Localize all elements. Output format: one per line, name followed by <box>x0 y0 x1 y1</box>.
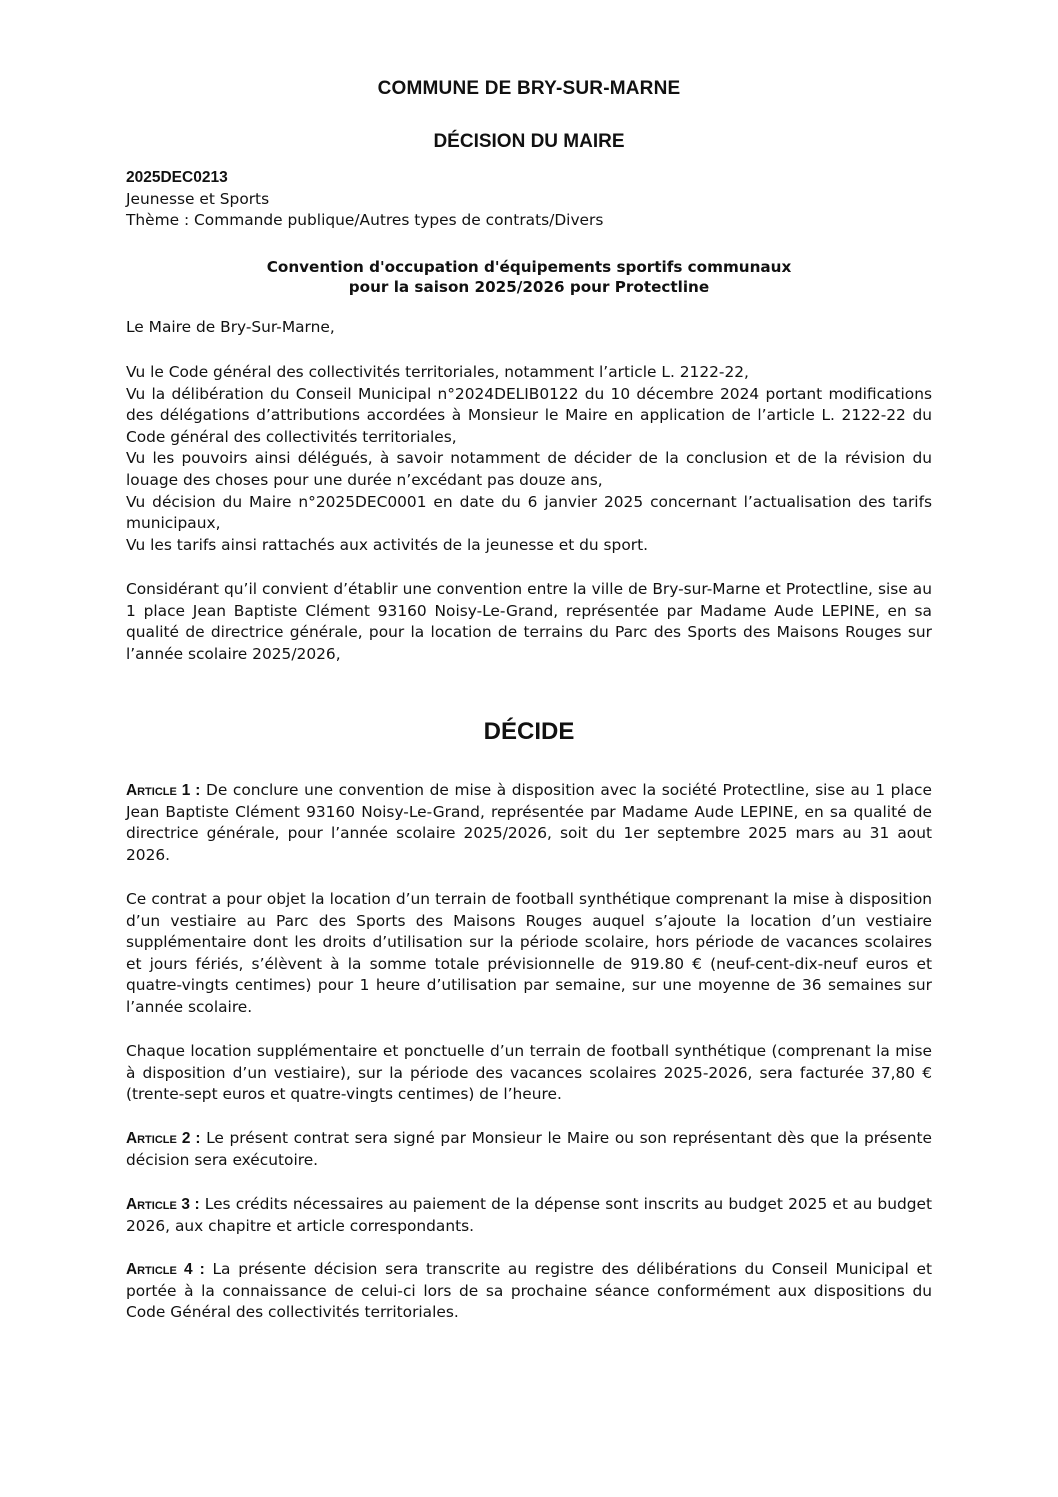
visa-item: Vu la délibération du Conseil Municipal n°2024DELIB0122 du 10 décembre 2024 portant modifications des délégations d’attributions accordées à Monsieur le Maire en application de l’article L. 2122-22 du Code général des collectivités territoriales, <box>126 384 932 446</box>
subject-line-1: Convention d'occupation d'équipements sportifs communaux <box>266 258 792 276</box>
decision-subject <box>126 257 932 297</box>
article-1-paragraph-2: Ce contrat a pour objet la location d’un terrain de football synthétique comprenant la mise à disposition d’un vestiaire au Parc des Sports des Maisons Rouges auquel s’ajoute la location d’un vestiaire supplémentaire dont les droits d’utilisation sur la période scolaire, hors période de vacances scolaires et jours fériés, s’élèvent à la somme totale prévisionnelle de 919.80 € (neuf-cent-dix-neuf euros et quatre-vingts centimes) pour 1 heure d’utilisation par semaine, sur une moyenne de 36 semaines sur l’année scolaire. <box>126 890 932 1016</box>
article-4-text: La présente décision sera transcrite au registre des délibérations du Conseil Municipal et portée à la connaissance de celui-ci lors de sa prochaine séance conformément aux dispositions du Code Général des collectivités territoriales. <box>126 1260 933 1322</box>
article-2 <box>126 1128 932 1171</box>
article-2-text: Le présent contrat sera signé par Monsieur le Maire ou son représentant dès que la présente décision sera exécutoire. <box>126 1129 933 1169</box>
visa-item: Vu les pouvoirs ainsi délégués, à savoir notamment de décider de la conclusion et de la révision du louage des choses pour une durée n’excédant pas douze ans, <box>126 449 932 489</box>
decision-meta <box>126 167 932 232</box>
visa-item: Vu décision du Maire n°2025DEC0001 en date du 6 janvier 2025 concernant l’actualisation des tarifs municipaux, <box>126 492 932 533</box>
article-2-label: Article 2 : <box>126 1130 201 1147</box>
article-1 <box>126 780 932 866</box>
considerant-text: Considérant qu’il convient d’établir une convention entre la ville de Bry-sur-Marne et Protectline, sise au 1 place Jean Baptiste Clément 93160 Noisy-Le-Grand, représentée par Madame Aude LEPINE, en sa qualité de directrice générale, pour la location de terrains du Parc des Sports des Maisons Rouges sur l’année scolaire 2025/2026, <box>126 580 932 663</box>
decision-reference: 2025DEC0213 <box>126 169 228 186</box>
visas-block <box>126 362 932 556</box>
decision-title: DÉCISION DU MAIRE <box>433 131 625 152</box>
commune-heading: COMMUNE DE BRY-SUR-MARNE <box>377 78 681 99</box>
decision-service: Jeunesse et Sports <box>126 189 270 208</box>
article-3-text: Les crédits nécessaires au paiement de la dépense sont inscrits au budget 2025 et au budget 2026, aux chapitre et article correspondants. <box>126 1195 932 1235</box>
article-3-label: Article 3 : <box>126 1196 200 1213</box>
article-4 <box>126 1259 932 1324</box>
decide-heading: DÉCIDE <box>483 718 575 745</box>
article-1-paragraph-3: Chaque location supplémentaire et ponctuelle d’un terrain de football synthétique (comprenant la mise à disposition d’un vestiaire), sur la période des vacances scolaires 2025-2026, sera facturée 37,80 € (trente-sept euros et quatre-vingts centimes) de l’heure. <box>126 1042 932 1104</box>
intro-text: Le Maire de Bry-Sur-Marne, <box>126 318 335 336</box>
article-1-label: Article 1 : <box>126 782 201 799</box>
decision-theme: Thème : Commande publique/Autres types de contrats/Divers <box>126 211 604 229</box>
article-3 <box>126 1194 932 1237</box>
visa-item: Vu le Code général des collectivités territoriales, notamment l’article L. 2122-22, <box>126 363 749 381</box>
article-4-label: Article 4 : <box>126 1261 205 1278</box>
subject-line-2: pour la saison 2025/2026 pour Protectline <box>348 278 710 296</box>
article-1-text: De conclure une convention de mise à disposition avec la société Protectline, sise au 1 place Jean Baptiste Clément 93160 Noisy-Le-Grand, représentée par Madame Aude LEPINE, en sa qualité de directrice générale, pour l’année scolaire 2025/2026, soit du 1er septembre 2025 mars au 31 aout 2026. <box>126 781 932 864</box>
visa-item: Vu les tarifs ainsi rattachés aux activités de la jeunesse et du sport. <box>126 535 648 554</box>
